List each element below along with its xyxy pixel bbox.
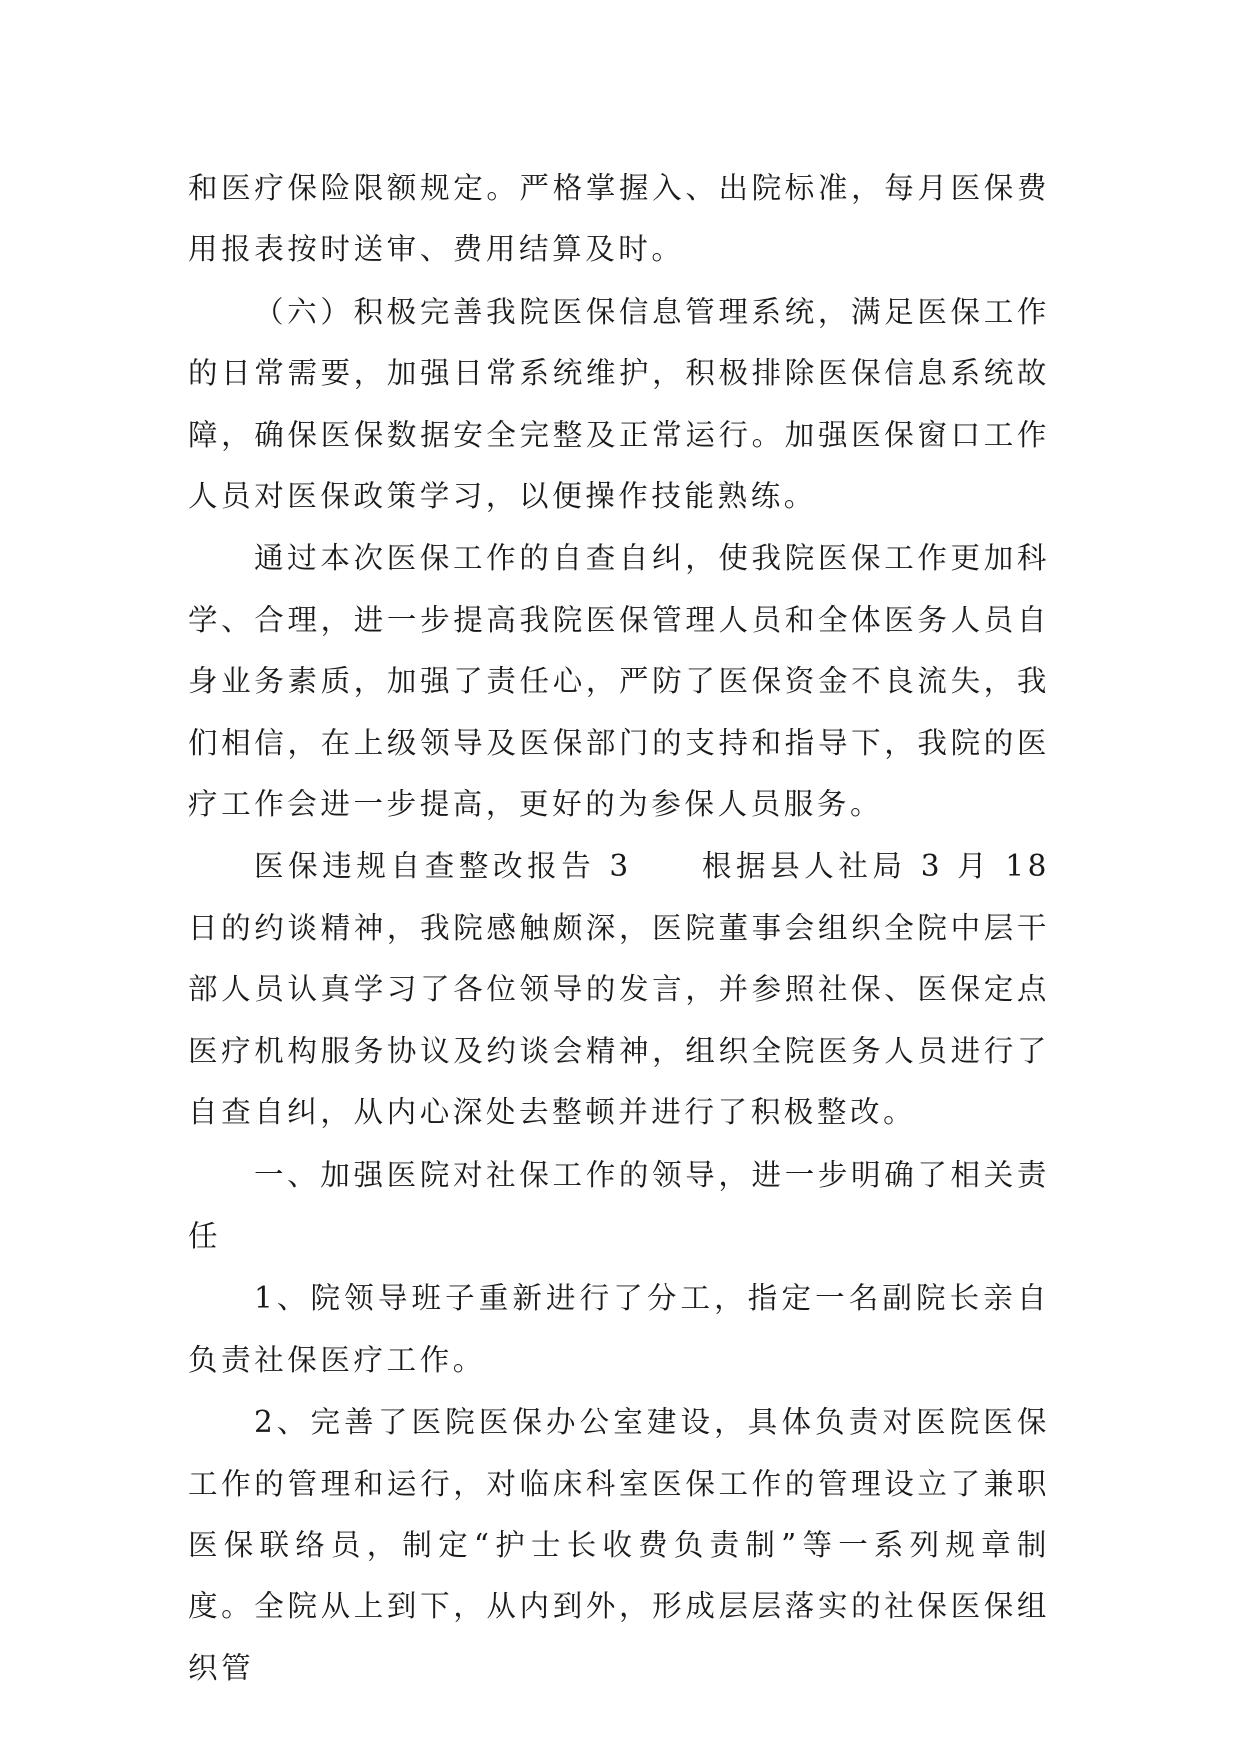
document-body [188,158,1063,1700]
paragraph-2: （六）积极完善我院医保信息管理系统，满足医保工作的日常需要，加强日常系统维护，积极排除医保信息系统故障，确保医保数据安全完整及正常运行。加强医保窗口工作人员对医保政策学习，以便操作技能熟练。 [188,294,1050,514]
paragraph-5: 一、加强医院对社保工作的领导，进一步明确了相关责任 [188,1157,1050,1253]
paragraph-3: 通过本次医保工作的自查自纠，使我院医保工作更加科学、合理，进一步提高我院医保管理人员和全体医务人员自身业务素质，加强了责任心，严防了医保资金不良流失，我们相信，在上级领导及医保部门的支持和指导下，我院的医疗工作会进一步提高，更好的为参保人员服务。 [188,541,1050,822]
paragraph-6: 1、院领导班子重新进行了分工，指定一名副院长亲自负责社保医疗工作。 [188,1281,1050,1377]
paragraph-1: 和医疗保险限额规定。严格掌握入、出院标准，每月医保费用报表按时送审、费用结算及时。 [188,171,1050,267]
paragraph-4: 医保违规自查整改报告 3 根据县人社局 3 月 18 日的约谈精神，我院感触颇深，医院董事会组织全院中层干部人员认真学习了各位领导的发言，并参照社保、医保定点医疗机构服务协议及约谈会精神，组织全院医务人员进行了自查自纠，从内心深处去整顿并进行了积极整改。 [188,849,1063,1130]
paragraph-7: 2、完善了医院医保办公室建设，具体负责对医院医保工作的管理和运行，对临床科室医保工作的管理设立了兼职医保联络员，制定“护士长收费负责制”等一系列规章制度。全院从上到下，从内到外，形成层层落实的社保医保组织管 [188,1405,1050,1685]
